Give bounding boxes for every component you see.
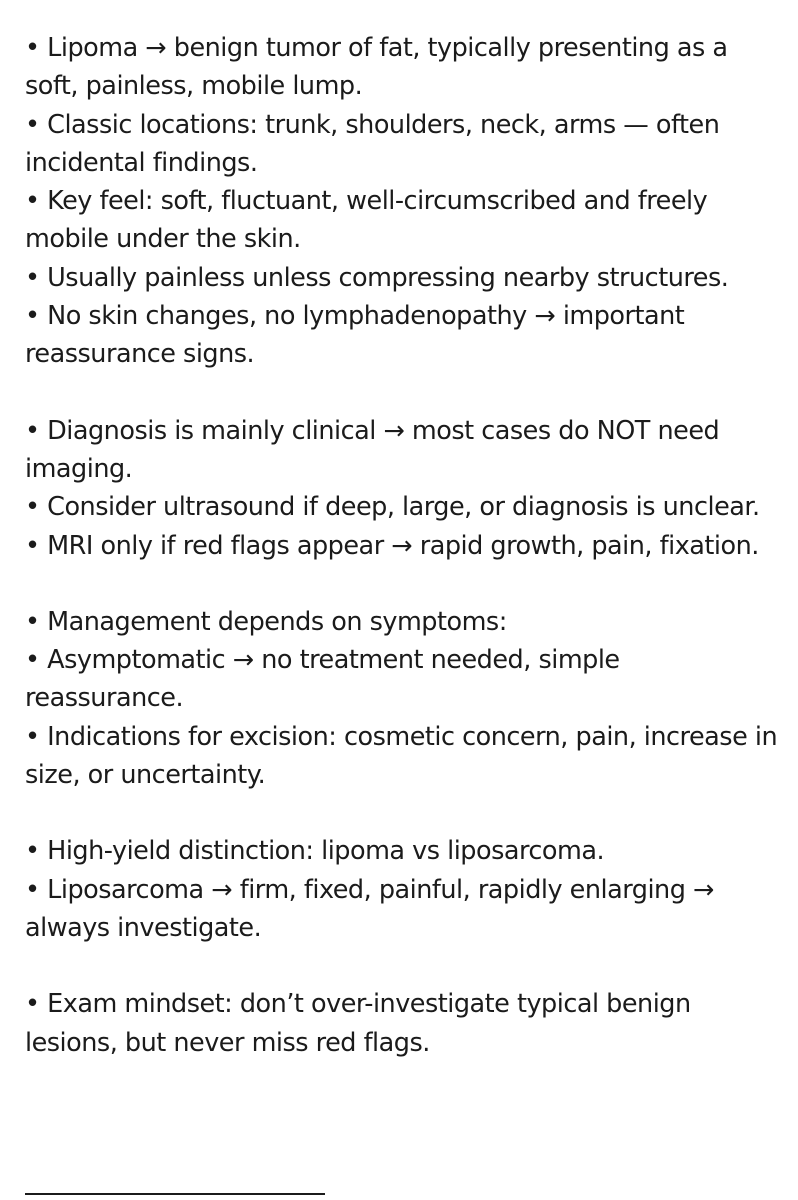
bullet-item: • Indications for excision: cosmetic concern, pain, increase in size, or uncertainty. xyxy=(25,721,778,791)
section-exam-mindset xyxy=(25,985,785,1062)
notes-body xyxy=(25,29,785,1100)
bullet-item: • Lipoma → benign tumor of fat, typically presenting as a soft, painless, mobile lump. xyxy=(25,33,728,102)
bullet-item: • Usually painless unless compressing nearby structures. xyxy=(25,262,729,293)
bullet-item: • Liposarcoma → firm, fixed, painful, rapidly enlarging → always investigate. xyxy=(25,874,714,943)
section-management xyxy=(25,603,785,794)
bullet-item: • High-yield distinction: lipoma vs liposarcoma. xyxy=(25,836,605,867)
bullet-item: • Asymptomatic → no treatment needed, simple reassurance. xyxy=(25,645,620,714)
bullet-item: • Management depends on symptoms: xyxy=(25,606,507,637)
bullet-item: • Exam mindset: don’t over-investigate typical benign lesions, but never miss red flags. xyxy=(25,989,691,1058)
section-diagnosis xyxy=(25,412,785,565)
bullet-item: • No skin changes, no lymphadenopathy → important reassurance signs. xyxy=(25,301,685,370)
bullet-item: • Consider ultrasound if deep, large, or diagnosis is unclear. xyxy=(25,492,760,523)
bottom-divider xyxy=(25,1193,325,1195)
section-distinction xyxy=(25,832,785,947)
bullet-item: • Classic locations: trunk, shoulders, neck, arms — often incidental findings. xyxy=(25,109,720,178)
bullet-item: • Key feel: soft, fluctuant, well-circumscribed and freely mobile under the skin. xyxy=(25,186,708,255)
section-clinical-features xyxy=(25,29,785,374)
bullet-item: • Diagnosis is mainly clinical → most cases do NOT need imaging. xyxy=(25,415,720,484)
bullet-item: • MRI only if red flags appear → rapid growth, pain, fixation. xyxy=(25,530,759,561)
